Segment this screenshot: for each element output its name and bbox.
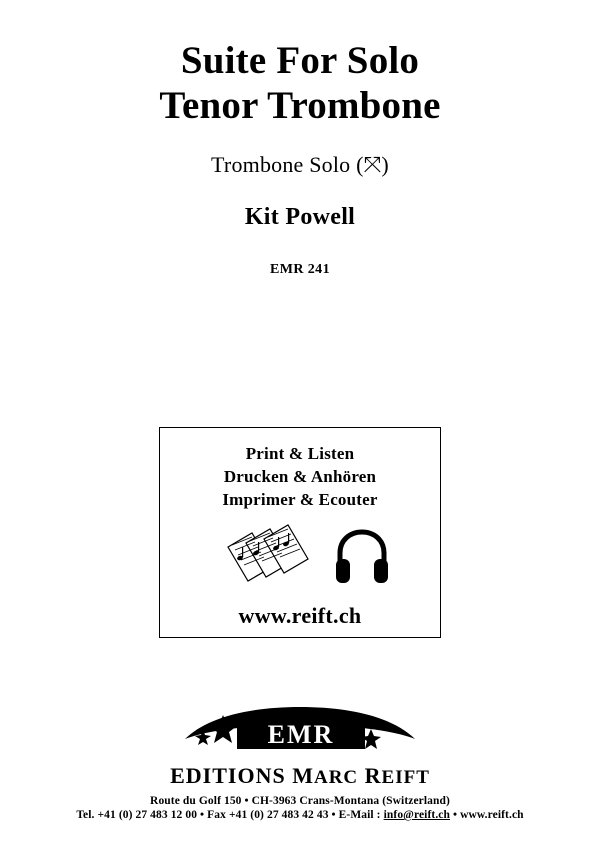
sheet-music-icon (226, 523, 318, 593)
promo-line-fr: Imprimer & Ecouter (222, 490, 378, 509)
svg-text:EMR: EMR (267, 720, 335, 749)
promo-text-lines (160, 442, 440, 511)
publisher-part-editions: EDITIONS (170, 763, 286, 788)
publisher-part-eift: EIFT (381, 767, 430, 788)
subtitle-text: Trombone Solo ( (211, 152, 364, 177)
email-link[interactable]: info@reift.ch (383, 809, 450, 821)
publisher-footer (0, 699, 600, 821)
contact-website[interactable]: • www.reift.ch (450, 809, 524, 821)
publisher-name (0, 763, 600, 789)
emr-logo-icon (175, 699, 425, 761)
page-title-line-1: Suite For Solo (180, 39, 420, 82)
subtitle-text-close: ) (381, 152, 389, 177)
promo-line-en: Print & Listen (245, 444, 355, 463)
instrumentation-subtitle (0, 152, 600, 178)
bass-clef-icon: ⤧ (363, 152, 382, 177)
page-title-line-2: Tenor Trombone (159, 84, 441, 127)
composer-name: Kit Powell (244, 204, 356, 230)
promo-url[interactable]: www.reift.ch (238, 603, 362, 628)
publisher-part-r: R (364, 763, 382, 788)
headphones-icon (336, 529, 388, 585)
promo-artwork (160, 519, 440, 597)
publisher-part-arc: ARC (313, 767, 359, 788)
publisher-contact (0, 809, 600, 821)
promo-box (159, 427, 441, 638)
contact-phone-fax: Tel. +41 (0) 27 483 12 00 • Fax +41 (0) 27 483 42 43 • E-Mail : (76, 809, 384, 821)
promo-line-de: Drucken & Anhören (223, 467, 377, 486)
catalog-number: EMR 241 (270, 262, 330, 277)
publisher-part-m: M (292, 763, 314, 788)
title-block (0, 38, 600, 278)
publisher-address: Route du Golf 150 • CH-3963 Crans-Montana (Switzerland) (150, 795, 450, 807)
